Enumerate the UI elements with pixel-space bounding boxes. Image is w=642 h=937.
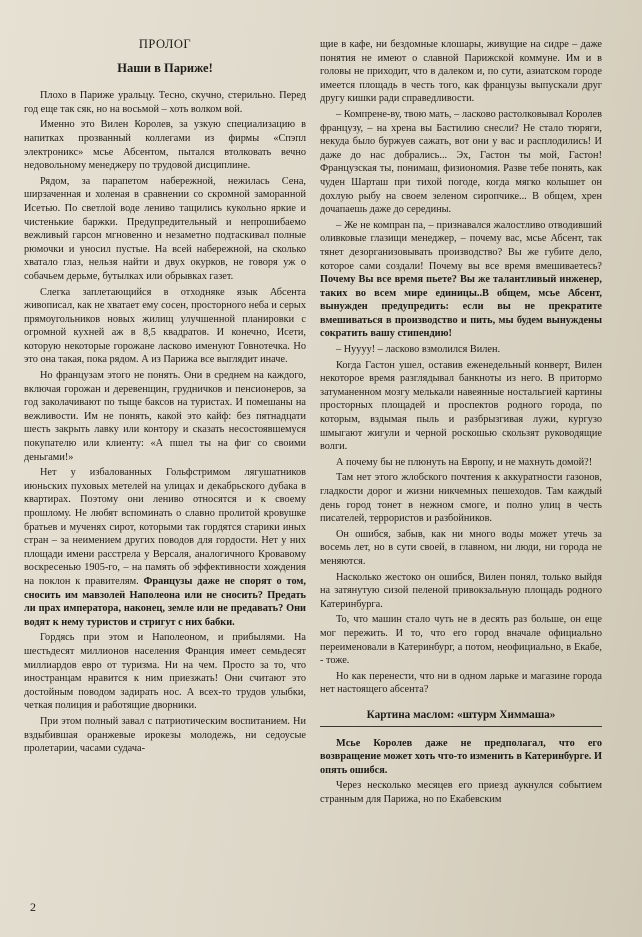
paragraph: Именно это Вилен Королев, за узкую специализацию в напитках прозванный коллегами из фирмы «Спэпл электроникс» мсье Абсентом, пытался втолковать вечно недовольному менеджеру по трудовой дисциплине. xyxy=(24,119,306,172)
paragraph: Там нет этого жлобского почтения к аккуратности газонов, гладкости дорог и жизни никчемных пешеходов. Там каждый день город тонет в нежном смоге, и полно улиц в честь писателей, террористов и разбойников. xyxy=(320,472,602,525)
paragraph: Рядом, за парапетом набережной, нежилась Сена, ширзаченная и холеная в сравнении со скромной заморанной Исетью. По светлой воде лениво тащились кукольно яркие и чистенькие баржки. Предупредительный и непрошибаемо вежливый гарсон мгновенно и незаметно подтаскивал полные рюмочки и уносил пустые. На всей набережной, на сколько хватало глаз, нельзя найти и двух окурков, не говоря уж о собачьем дерьме, бутылках или обрывках газет. xyxy=(24,175,306,282)
paragraph xyxy=(24,466,306,629)
paragraph-text: – Же не компран па, – признавался жалостливо отводивший оливковые глазищи менеджер, – почему вас, мсье Абсент, так тянет дезорганизовывать производство? Вы же губите дело, которое сами создали! Почему вы все время вмешиваетесь? xyxy=(320,219,602,272)
section-title: Картина маслом: «штурм Химмаша» xyxy=(320,709,602,727)
bold-text: Почему Вы все время пьете? Вы же талантливый инженер, таких во всем мире единицы..В общем, мсье Абсент, вынужден предупредить: если вы не прекратите вмешиваться в производство и пить, мы будем вынуждены сократить вашу стипендию! xyxy=(320,274,602,340)
paragraph: – Компрене-ву, твою мать, – ласково растолковывал Королев французу, – на хрена вы Бастилию снесли? Не стало тюряги, некуда было буржуев сажать, вот они у вас и расплодились! И даже до нас добрались... Эх, Гастон ты мой, Гастон! Французская ты, понимаш, физиономия. Разве тебе понять, как чуден Шарташ при тихой погоде, когда мягко колышет он дохлую рыбу на своем зеленом сиропчике... В общем, хрен дочапаешь даже до середины. xyxy=(320,108,602,216)
text-columns xyxy=(24,38,602,888)
paragraph: То, что машин стало чуть не в десять раз больше, он еще мог пережить. И то, что его город вначале официально переименовали в Катеринбург, а потом, неофициально, в Екабе, - тоже. xyxy=(320,614,602,667)
paragraph: – Нуууу! – ласково взмолился Вилен. xyxy=(336,344,501,356)
paragraph: Слегка заплетающийся в отходняке язык Абсента живописал, как не хватает ему сосен, просторного неба и серых прямоугольников новых жилищ улучшенной планировки с огромной кухней аж в 8,5 квадратов. И конечно, Исети, которую некоторые горожане ласково именуют Говнотечка. Но это она такая, пока рядом. А из Парижа все выглядит иначе. xyxy=(24,286,306,366)
bold-text: Французы даже не спорят о том, сносить им мавзолей Наполеона или не сносить? Предать ли прах императора, наконец, земле или не предавать? Они водят к нему туристов и стригут с них бабки. xyxy=(24,575,306,628)
article-heading: Наши в Париже! xyxy=(117,60,213,75)
lead-paragraph: Мсье Королев даже не предполагал, что его возвращение может хоть что-то изменить в Катеринбурге. И опять ошибся. xyxy=(320,737,602,776)
paragraph: Плохо в Париже уральцу. Тесно, скучно, стерильно. Перед год еще так сяк, но на восьмой – хоть волком вой. xyxy=(24,90,306,115)
chapter-title: ПРОЛОГ xyxy=(138,38,192,51)
paragraph: щие в кафе, ни бездомные клошары, живущие на сидре – даже понятия не имеют о славной Парижской коммуне. Им и в головы не приходит, что в далеком и, по сути, азиатском городе имеется площадь в честь того, как французы выпускали друг другу кишки ради справедливости. xyxy=(320,39,602,105)
paragraph: Но как перенести, что ни в одном ларьке и магазине города нет настоящего абсента? xyxy=(320,670,602,696)
paragraph: Он ошибся, забыв, как ни много воды может утечь за восемь лет, но в сути своей, в главном, ни люди, ни города не меняются. xyxy=(320,528,602,567)
paragraph: Гордясь при этом и Наполеоном, и прибылями. На шестьдесят миллионов населения Франция имеет семьдесят миллиардов евро от туризма. Ни на чем. Просто за то, что иностранцам нравится к ним приезжать! Они считают это достойным поводом задирать нос. А всех-то трудов улыбки, четкая полиция и работящие дворники. xyxy=(24,632,306,712)
paragraph-text: Нет у избалованных Гольфстримом лягушатников июньских пуховых метелей на улицах и декабрьского дубака в квартирах. Поэтому они лениво относятся и к своему прошлому. Не любят вспоминать о славно пролитой кровушке братьев и мученях сирот, которыми так гордятся старики иных стран – за неимением других поводов для гордости. Нет у них площади имени расстрела у Версаля, аналогичного Кровавому воскресенью 1905-го, – на память об эффективности хождения на поклон к правителям. xyxy=(24,467,306,587)
paragraph: Через несколько месяцев его приезд аукнулся событием странным для Парижа, но по Екабевским xyxy=(320,780,602,805)
paragraph: Насколько жестоко он ошибся, Вилен понял, только выйдя на затянутую сизой пеленой привокзальную площадь родного Катеринбурга. xyxy=(320,571,602,610)
paragraph: При этом полный завал с патриотическим воспитанием. Ни вздыбившая оранжевые ирокезы молодежь, ни седоусые пролетарии, часами судача- xyxy=(24,715,306,755)
page-number: 2 xyxy=(30,900,36,914)
column-right xyxy=(320,38,602,888)
paragraph xyxy=(320,219,602,341)
paragraph: А почему бы не плюнуть на Европу, и не махнуть домой?! xyxy=(336,456,593,468)
column-left xyxy=(24,38,306,888)
paragraph: Когда Гастон ушел, оставив еженедельный конверт, Вилен некоторое время разглядывал банкноты из него. В притормо затуманенном мозгу мелькали навеянные ностальгией картины просторных площадей и проспектов родного города, по которым, вздымая пыль и разбрызгивая лужи, кургузо шмыгают жигули и черной роскошью скользят руководящие волги. xyxy=(320,359,602,453)
paragraph: Но французам этого не понять. Они в среднем на каждого, включая горожан и деревенщин, грудничков и пенсионеров, за год заколачивают по тыще баксов на туристах. И помешаны на вежливости. Им не понять, какой это кайф: без пятнадцати шесть закрыть лавку или контору и сказать несостоявшемуся покупателю или клиенту: «А пшел ты на фиг со своими деньгами!» xyxy=(24,370,306,463)
